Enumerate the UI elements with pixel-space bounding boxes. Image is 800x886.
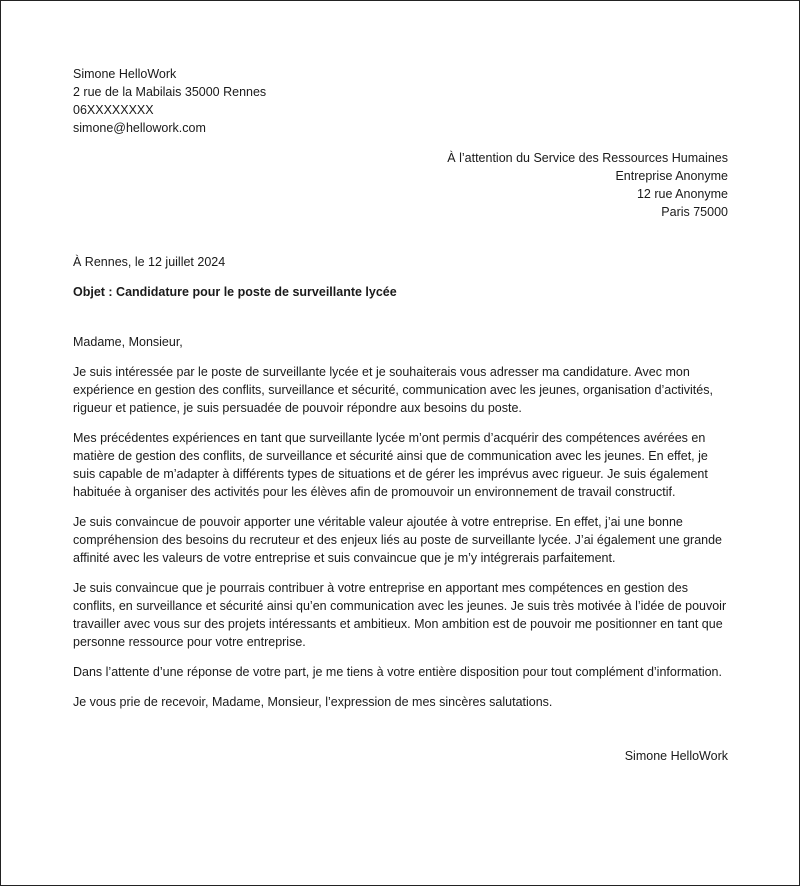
date-line: À Rennes, le 12 juillet 2024 <box>73 255 226 269</box>
recipient-street: 12 rue Anonyme <box>636 187 728 201</box>
paragraph-closing: Je vous prie de recevoir, Madame, Monsieur, l’expression de mes sincères salutations. <box>73 695 553 709</box>
subject-line: Objet : Candidature pour le poste de surveillante lycée <box>73 285 397 299</box>
paragraph-value: Je suis convaincue de pouvoir apporter une véritable valeur ajoutée à votre entreprise. En effet, j’ai une bonne compréhension des besoins du recruteur et des enjeux liés au poste de surveillante lycée. J’ai également une grande affinité avec les valeurs de votre entreprise et suis convaincue que je m’y intégrerais parfaitement. <box>73 515 723 565</box>
paragraph-intro: Je suis intéressée par le poste de surveillante lycée et je souhaiterais vous adresser ma candidature. Avec mon expérience en gestion des conflits, surveillance et sécurité, communication avec les jeunes, organisation d’activités, rigueur et patience, je suis persuadée de pouvoir répondre aux besoins du poste. <box>73 365 713 415</box>
sender-address: 2 rue de la Mabilais 35000 Rennes <box>73 85 267 99</box>
signature: Simone HelloWork <box>624 749 728 763</box>
recipient-company: Entreprise Anonyme <box>615 169 728 183</box>
paragraph-motivation: Je suis convaincue que je pourrais contribuer à votre entreprise en apportant mes compétences en gestion des conflits, en surveillance et sécurité ainsi qu’en communication avec les jeunes. Je suis très motivée à l’idée de pouvoir travailler avec vous sur des projets intéressants et ambitieux. Mon ambition est de pouvoir me positionner en tant que personne ressource pour votre entreprise. <box>73 581 727 649</box>
salutation: Madame, Monsieur, <box>73 335 183 349</box>
cover-letter <box>73 65 728 765</box>
paragraph-availability: Dans l’attente d’une réponse de votre part, je me tiens à votre entière disposition pour tout complément d’information. <box>73 665 722 679</box>
sender-email: simone@hellowork.com <box>73 121 206 135</box>
recipient-attention: À l’attention du Service des Ressources Humaines <box>447 151 728 165</box>
sender-name: Simone HelloWork <box>73 67 177 81</box>
sender-block <box>73 65 728 137</box>
recipient-block <box>73 149 728 221</box>
paragraph-experience: Mes précédentes expériences en tant que surveillante lycée m’ont permis d’acquérir des compétences avérées en matière de gestion des conflits, de surveillance et sécurité ainsi que de communication avec les jeunes. En effet, je suis capable de m’adapter à différents types de situations et de gérer les imprévus avec rigueur. Je suis également habituée à organiser des activités pour les élèves afin de promouvoir un environnement de travail constructif. <box>73 431 708 499</box>
recipient-city: Paris 75000 <box>661 205 728 219</box>
sender-phone: 06XXXXXXXX <box>73 103 154 117</box>
